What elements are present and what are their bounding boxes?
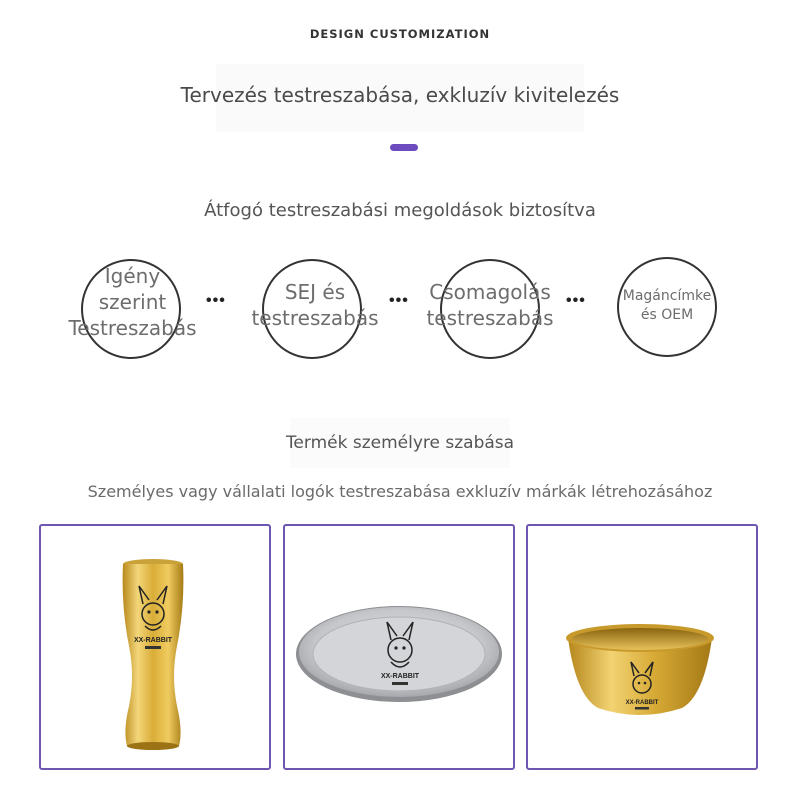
logo-text: XX-RABBIT [133, 637, 173, 644]
logo-text: XX-RABBIT [625, 700, 659, 706]
product-card-tumbler[interactable] [39, 524, 271, 770]
gold-tumbler-image [41, 526, 269, 768]
solution-label-private-label [612, 287, 722, 325]
product-section-description: Személyes vagy vállalati logók testreszabása exkluzív márkák létrehozásához [87, 482, 713, 501]
ellipsis-connector: ••• [566, 292, 586, 309]
steel-plate-image [285, 526, 513, 768]
logo-text: XX-RABBIT [380, 673, 420, 680]
page-headline: Tervezés testreszabása, exkluzív kivitelezés [180, 83, 620, 107]
accent-divider [390, 144, 418, 151]
product-card-bowl[interactable] [526, 524, 758, 770]
product-section-title: Termék személyre szabása [285, 433, 515, 453]
solutions-title: Átfogó testreszabási megoldások biztosítva [204, 200, 596, 221]
solution-label-line: SEJ és [284, 280, 346, 304]
solution-label-line: Magáncímke [622, 288, 712, 304]
section-eyebrow: DESIGN CUSTOMIZATION [309, 27, 491, 41]
ellipsis-connector: ••• [206, 292, 226, 309]
solution-label-line: testreszabás [426, 306, 554, 330]
solution-label-line: testreszabás [251, 306, 379, 330]
solution-label-packaging [415, 279, 565, 331]
solution-label-custom [60, 263, 205, 341]
solution-label-sej [240, 279, 390, 331]
solution-label-line: Csomagolás [429, 280, 551, 304]
solution-label-line: Testreszabás [68, 316, 197, 340]
solution-label-line: és OEM [640, 307, 694, 323]
ellipsis-connector: ••• [389, 292, 409, 309]
solution-label-line: Igény [104, 264, 161, 288]
gold-bowl-image [528, 526, 756, 768]
solution-label-line: szerint [98, 290, 167, 314]
product-card-plate[interactable] [283, 524, 515, 770]
